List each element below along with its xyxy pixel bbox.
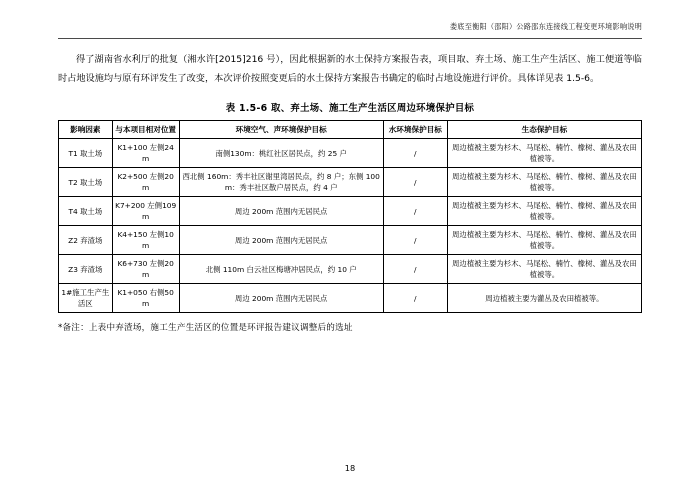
cell-factor: Z3 弃渣场 — [59, 255, 113, 284]
cell-ecology: 周边植被主要为杉木、马尾松、楠竹、橡树、灌丛及农田植被等。 — [447, 255, 641, 284]
cell-factor: Z2 弃渣场 — [59, 226, 113, 255]
table-caption: 表 1.5-6 取、弃土场、施工生产生活区周边环境保护目标 — [225, 103, 475, 114]
table-row — [59, 284, 642, 313]
table-note: *备注：上表中弃渣场，施工生产生活区的位置是环评报告建议调整后的选址 — [58, 323, 353, 333]
cell-ecology: 周边植被主要为杉木、马尾松、楠竹、橡树、灌丛及农田植被等。 — [447, 168, 641, 197]
table-row — [59, 197, 642, 226]
header-divider — [58, 38, 642, 39]
cell-position: K1+100 左侧24m — [112, 139, 179, 168]
table-row — [59, 168, 642, 197]
column-header-air-noise: 环境空气、声环境保护目标 — [179, 121, 383, 139]
page-header-title: 娄底至衡阳（邵阳）公路邵东连接线工程变更环境影响说明 — [449, 22, 642, 31]
table-row — [59, 255, 642, 284]
cell-position: K1+050 右侧50m — [112, 284, 179, 313]
cell-water: / — [383, 168, 447, 197]
cell-ecology: 周边植被主要为杉木、马尾松、楠竹、橡树、灌丛及农田植被等。 — [447, 197, 641, 226]
column-header-position: 与本项目相对位置 — [112, 121, 179, 139]
cell-position: K4+150 左侧10m — [112, 226, 179, 255]
table-row — [59, 139, 642, 168]
column-header-factor: 影响因素 — [59, 121, 113, 139]
cell-factor: T2 取土场 — [59, 168, 113, 197]
cell-water: / — [383, 255, 447, 284]
cell-factor: 1#施工生产生活区 — [59, 284, 113, 313]
cell-water: / — [383, 139, 447, 168]
cell-water: / — [383, 197, 447, 226]
cell-position: K6+730 左侧20m — [112, 255, 179, 284]
page-number: 18 — [344, 463, 356, 473]
cell-air-noise: 周边 200m 范围内无居民点 — [179, 226, 383, 255]
column-header-water: 水环境保护目标 — [383, 121, 447, 139]
cell-position: K7+200 左侧109m — [112, 197, 179, 226]
table-header-row — [59, 121, 642, 139]
environment-protection-table — [58, 120, 642, 313]
cell-air-noise: 北侧 110m 白云社区梅塘冲居民点，约 10 户 — [179, 255, 383, 284]
table-row — [59, 226, 642, 255]
cell-air-noise: 周边 200m 范围内无居民点 — [179, 197, 383, 226]
cell-ecology: 周边植被主要为灌丛及农田植被等。 — [447, 284, 641, 313]
cell-air-noise: 西北侧 160m：秀丰社区谢里湾居民点，约 8 户；东侧 100m：秀丰社区散户居民点，约 4 户 — [179, 168, 383, 197]
body-paragraph: 得了湖南省水利厅的批复（湘水许[2015]216 号），因此根据新的水土保持方案报告表，项目取、弃土场、施工生产生活区、施工便道等临时占地设施均与原有环评发生了改变，本次评价按照变更后的水土保持方案报告书确定的临时占地设施进行评价。具体详见表 1.5-6。 — [58, 54, 642, 84]
cell-position: K2+500 左侧20m — [112, 168, 179, 197]
cell-factor: T1 取土场 — [59, 139, 113, 168]
cell-factor: T4 取土场 — [59, 197, 113, 226]
column-header-ecology: 生态保护目标 — [447, 121, 641, 139]
cell-air-noise: 周边 200m 范围内无居民点 — [179, 284, 383, 313]
cell-ecology: 周边植被主要为杉木、马尾松、楠竹、橡树、灌丛及农田植被等。 — [447, 139, 641, 168]
cell-ecology: 周边植被主要为杉木、马尾松、楠竹、橡树、灌丛及农田植被等。 — [447, 226, 641, 255]
cell-water: / — [383, 226, 447, 255]
cell-air-noise: 南侧130m：桃红社区居民点，约 25 户 — [179, 139, 383, 168]
cell-water: / — [383, 284, 447, 313]
